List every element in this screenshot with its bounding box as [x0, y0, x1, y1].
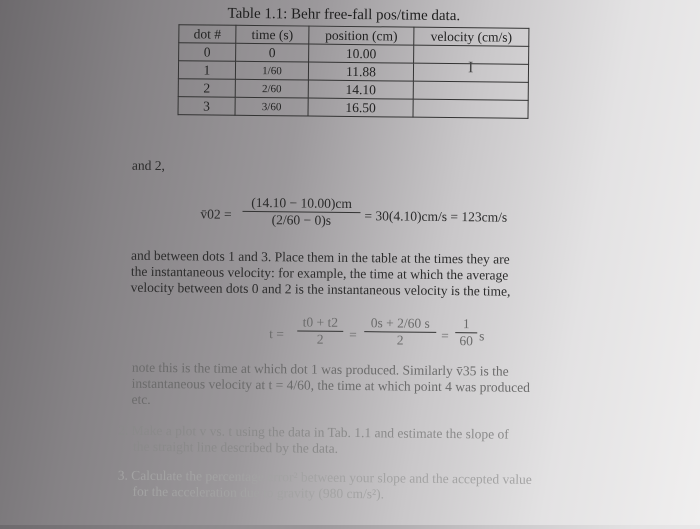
- eq2-lhs: t =: [269, 326, 285, 342]
- cell-position: 14.10: [308, 80, 413, 99]
- item3-line1: 3. Calculate the percentage error² between your slope and the accepted value: [117, 467, 532, 487]
- eq2-fraction-3: [455, 316, 477, 349]
- para2-line1: note this is the time at which dot 1 was produced. Similarly v̄35 is the: [131, 359, 509, 379]
- header-velocity: velocity (cm/s): [414, 27, 529, 46]
- eq2-fraction-1: [297, 314, 343, 347]
- eq2-f3-denominator: 60: [459, 333, 473, 349]
- eq2-f2-numerator: 0s + 2/60 s: [364, 315, 436, 333]
- cell-time: 2/60: [235, 79, 308, 98]
- cell-dot: 1: [178, 61, 235, 80]
- cell-time: 3/60: [235, 97, 308, 116]
- eq2-equals-1: =: [349, 326, 357, 343]
- item2-line1: 2. Make a plot v vs. t using the data in Tab. 1.1 and estimate the slope of: [118, 422, 509, 442]
- cell-dot: 2: [178, 79, 235, 98]
- eq2-f3-numerator: 1: [455, 316, 477, 333]
- eq1-fraction: [242, 195, 360, 229]
- eq2-f2-denominator: 2: [396, 332, 404, 348]
- header-dot: dot #: [179, 25, 236, 44]
- and-two-text: and 2,: [131, 157, 166, 174]
- cell-position: 10.00: [309, 44, 414, 63]
- table-row: [178, 97, 528, 119]
- eq2-f1-denominator: 2: [316, 331, 324, 347]
- eq2-f1-numerator: t0 + t2: [297, 314, 343, 331]
- cell-position: 11.88: [308, 62, 413, 81]
- cell-dot: 0: [179, 43, 236, 62]
- cell-velocity: [413, 99, 528, 118]
- para2-line2: instantaneous velocity at t = 4/60, the time at which point 4 was produced: [131, 375, 531, 395]
- cell-time: 0: [236, 43, 309, 62]
- item3-line2: for the acceleration due to gravity (980 cm/s²).: [132, 483, 385, 502]
- eq2-equals-2: =: [441, 327, 449, 344]
- eq1-denominator: (2/60 − 0)s: [271, 212, 332, 228]
- eq2-unit: s: [479, 328, 485, 344]
- text-cursor-icon: I: [467, 59, 474, 77]
- cell-velocity: [413, 81, 528, 100]
- cell-time: 1/60: [235, 61, 308, 80]
- para2-line3: etc.: [131, 391, 151, 407]
- eq1-rhs: = 30(4.10)cm/s = 123cm/s: [364, 208, 508, 225]
- data-table: [178, 24, 530, 119]
- item2-line2: the straight line described by the data.: [132, 438, 339, 456]
- table-title: Table 1.1: Behr free-fall pos/time data.: [227, 5, 461, 25]
- header-time: time (s): [236, 25, 309, 44]
- para1-line1: and between dots 1 and 3. Place them in the table at the times they are: [130, 247, 510, 267]
- eq2-fraction-2: [364, 315, 436, 349]
- cell-dot: 3: [178, 97, 235, 116]
- header-position: position (cm): [309, 26, 414, 45]
- para1-line2: the instantaneous velocity: for example, the time at which the average: [130, 263, 509, 283]
- eq1-lhs: v̄02 =: [200, 206, 232, 222]
- cell-position: 16.50: [308, 98, 413, 117]
- para1-line3: velocity between dots 0 and 2 is the instantaneous velocity is the time,: [130, 279, 511, 299]
- eq1-numerator: (14.10 − 10.00)cm: [242, 195, 360, 213]
